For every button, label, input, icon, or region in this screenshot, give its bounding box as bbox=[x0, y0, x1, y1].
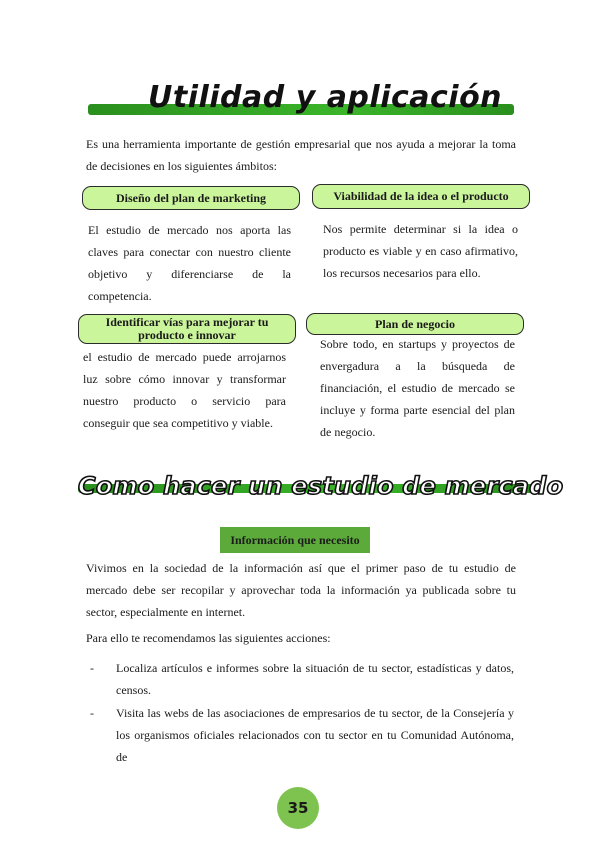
bullet-text: Localiza artículos e informes sobre la situación de tu sector, estadísticas y datos, censos. bbox=[116, 661, 514, 697]
pill-identificar-vias: Identificar vías para mejorar tu producto e innovar bbox=[78, 314, 296, 344]
subheading-informacion: Información que necesito bbox=[220, 527, 370, 553]
pill-plan-negocio: Plan de negocio bbox=[306, 313, 524, 335]
paragraph-sociedad-informacion: Vivimos en la sociedad de la información así que el primer paso de tu estudio de mercado debe ser recopilar y aprovechar toda la información ya publicada sobre tu sector, especialmente en internet. bbox=[86, 561, 516, 619]
text-viabilidad: Nos permite determinar si la idea o producto es viable y en caso afirmativo, los recursos necesarios para ello. bbox=[323, 222, 518, 280]
pill-plan-marketing: Diseño del plan de marketing bbox=[82, 186, 300, 210]
section-title-text: Como hacer un estudio de mercado bbox=[78, 472, 564, 500]
pill-viabilidad: Viabilidad de la idea o el producto bbox=[312, 184, 530, 209]
list-item bbox=[90, 657, 514, 701]
text-identificar-vias: el estudio de mercado puede arrojarnos luz sobre cómo innovar y transformar nuestro producto o servicio para conseguir que sea competitivo y viable. bbox=[83, 350, 286, 430]
text-plan-marketing: El estudio de mercado nos aporta las claves para conectar con nuestro cliente objetivo y diferenciarse de la competencia. bbox=[88, 223, 291, 303]
bullet-dash: - bbox=[90, 661, 94, 675]
section-title-utilidad bbox=[88, 80, 514, 120]
page-number-badge: 35 bbox=[277, 787, 319, 829]
paragraph-acciones: Para ello te recomendamos las siguientes acciones: bbox=[86, 631, 331, 645]
section-title-estudio bbox=[78, 470, 564, 506]
intro-paragraph: Es una herramienta importante de gestión empresarial que nos ayuda a mejorar la toma de decisiones en los siguientes ámbitos: bbox=[86, 137, 516, 173]
bullet-text: Visita las webs de las asociaciones de empresarios de tu sector, de la Consejería y los organismos oficiales relacionados con tu sector en tu Comunidad Autónoma, de bbox=[116, 706, 514, 764]
text-plan-negocio: Sobre todo, en startups y proyectos de envergadura a la búsqueda de financiación, el estudio de mercado se incluye y forma parte esencial del plan de negocio. bbox=[320, 337, 515, 439]
bullet-dash: - bbox=[90, 706, 94, 720]
list-item bbox=[90, 702, 514, 768]
section-title-text: Utilidad y aplicación bbox=[148, 80, 503, 115]
